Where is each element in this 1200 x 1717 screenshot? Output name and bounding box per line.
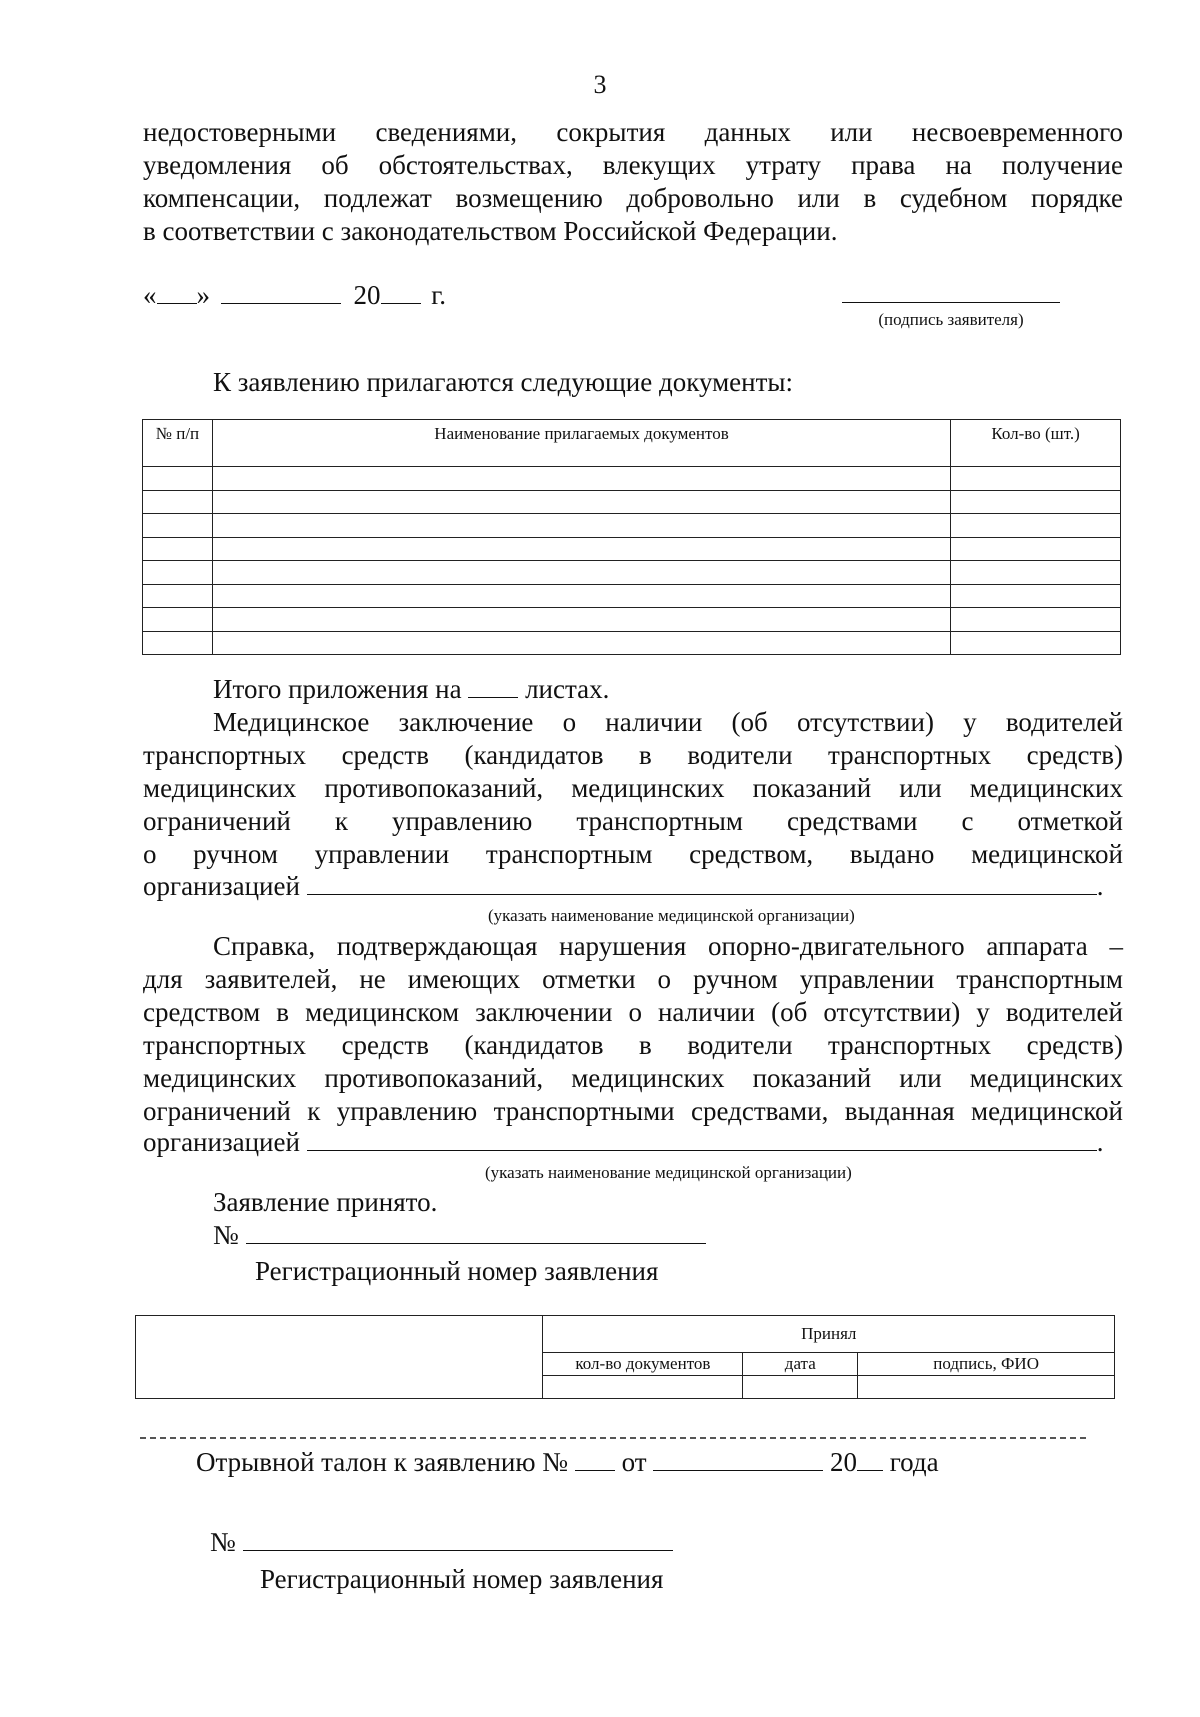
- table-cell[interactable]: [212, 561, 950, 585]
- table-cell[interactable]: [212, 537, 950, 561]
- paragraph-line: для заявителей, не имеющих отметки о ручном управлении транспортным: [143, 964, 1123, 994]
- paragraph-line: медицинских противопоказаний, медицинских показаний или медицинских: [143, 1063, 1123, 1093]
- table-cell[interactable]: [951, 631, 1121, 655]
- table-cell[interactable]: [212, 584, 950, 608]
- table-cell[interactable]: [951, 608, 1121, 632]
- tear-off-date-field[interactable]: [653, 1448, 823, 1471]
- paragraph-line: компенсации, подлежат возмещению добровольно или в судебном порядке: [143, 183, 1123, 213]
- paragraph-line: медицинских противопоказаний, медицинских показаний или медицинских: [143, 773, 1123, 803]
- tear-off-reg-line: [210, 1527, 673, 1558]
- tear-off-year-field[interactable]: [857, 1448, 883, 1471]
- table-cell[interactable]: [212, 490, 950, 514]
- table-row: [143, 514, 1121, 538]
- tear-off-reg-caption: Регистрационный номер заявления: [260, 1564, 664, 1594]
- reg-number-caption: Регистрационный номер заявления: [255, 1256, 659, 1286]
- year-field[interactable]: [381, 281, 421, 304]
- tear-off-reg-field[interactable]: [243, 1528, 673, 1551]
- certificate-paragraph: [143, 930, 1123, 1128]
- sheets-count-field[interactable]: [468, 675, 518, 698]
- table-cell[interactable]: [143, 537, 213, 561]
- table-cell[interactable]: [143, 631, 213, 655]
- column-header-doc-count: кол-во документов: [543, 1353, 743, 1376]
- number-sign: №: [210, 1527, 236, 1557]
- liability-paragraph: [143, 116, 1123, 248]
- org-label: организацией: [143, 871, 300, 901]
- tear-off-from: от: [621, 1447, 647, 1477]
- paragraph-line: ограничений к управлению транспортным средствами с отметкой: [143, 806, 1123, 836]
- table-cell[interactable]: [212, 514, 950, 538]
- table-cell[interactable]: [951, 514, 1121, 538]
- column-header-signature: подпись, ФИО: [858, 1353, 1115, 1376]
- accepted-by-header: Принял: [543, 1316, 1115, 1353]
- org-label: организацией: [143, 1127, 300, 1157]
- number-sign: №: [213, 1220, 239, 1250]
- paragraph-line: недостоверными сведениями, сокрытия данных или несвоевременного: [143, 117, 1123, 147]
- month-field[interactable]: [221, 281, 341, 304]
- table-cell[interactable]: [136, 1316, 543, 1399]
- page-number: 3: [593, 70, 607, 99]
- paragraph-line: в соответствии с законодательством Российской Федерации.: [143, 216, 838, 246]
- acceptance-table: [135, 1315, 1115, 1399]
- medical-org-caption: (указать наименование медицинской организации): [488, 906, 855, 925]
- table-cell[interactable]: [143, 608, 213, 632]
- paragraph-line: уведомления об обстоятельствах, влекущих утрату права на получение: [143, 150, 1123, 180]
- total-sheets-prefix: Итого приложения на: [213, 674, 462, 704]
- table-cell[interactable]: [743, 1376, 858, 1399]
- table-cell[interactable]: [143, 467, 213, 491]
- tear-off-line: [196, 1447, 939, 1478]
- tear-off-number-field[interactable]: [575, 1448, 615, 1471]
- column-header-date: дата: [743, 1353, 858, 1376]
- table-cell[interactable]: [212, 467, 950, 491]
- close-quote: »: [196, 280, 210, 310]
- medical-org-line: организацией .: [143, 871, 1104, 901]
- table-row: [143, 584, 1121, 608]
- day-field[interactable]: [157, 281, 197, 304]
- paragraph-line: транспортных средств (кандидатов в водители транспортных средств): [143, 740, 1123, 770]
- open-quote: «: [143, 280, 157, 310]
- paragraph-line: транспортных средств (кандидатов в водители транспортных средств): [143, 1030, 1123, 1060]
- paragraph-line: Медицинское заключение о наличии (об отсутствии) у водителей: [213, 707, 1123, 737]
- application-accepted: Заявление принято.: [213, 1187, 438, 1217]
- table-cell[interactable]: [951, 537, 1121, 561]
- table-row: [143, 490, 1121, 514]
- tear-off-year-suffix: года: [889, 1447, 939, 1477]
- signature-caption: (подпись заявителя): [878, 310, 1024, 329]
- column-header-number: № п/п: [143, 420, 213, 467]
- total-sheets-line: [213, 674, 609, 705]
- medical-org-field[interactable]: [307, 872, 1097, 895]
- reg-number-line: [213, 1220, 706, 1251]
- table-cell[interactable]: [951, 584, 1121, 608]
- table-cell[interactable]: [143, 584, 213, 608]
- year-suffix: г.: [431, 280, 447, 310]
- table-cell[interactable]: [951, 561, 1121, 585]
- table-cell[interactable]: [212, 608, 950, 632]
- paragraph-line: средством в медицинском заключении о наличии (об отсутствии) у водителей: [143, 997, 1123, 1027]
- total-sheets-suffix: листах.: [525, 674, 610, 704]
- column-header-document-name: Наименование прилагаемых документов: [212, 420, 950, 467]
- certificate-org-field[interactable]: [307, 1128, 1097, 1151]
- year-prefix: 20: [353, 280, 381, 310]
- table-cell[interactable]: [543, 1376, 743, 1399]
- table-cell[interactable]: [212, 631, 950, 655]
- certificate-org-line: организацией .: [143, 1127, 1104, 1157]
- table-cell[interactable]: [858, 1376, 1115, 1399]
- paragraph-line: о ручном управлении транспортным средством, выдано медицинской: [143, 839, 1123, 869]
- table-cell[interactable]: [951, 467, 1121, 491]
- table-cell[interactable]: [143, 514, 213, 538]
- table-cell[interactable]: [143, 490, 213, 514]
- table-row: [143, 561, 1121, 585]
- date-line: [143, 280, 446, 311]
- table-cell[interactable]: [951, 490, 1121, 514]
- column-header-quantity: Кол-во (шт.): [951, 420, 1121, 467]
- reg-number-field[interactable]: [246, 1221, 706, 1244]
- tear-off-prefix: Отрывной талон к заявлению №: [196, 1447, 569, 1477]
- attachments-heading: К заявлению прилагаются следующие документы:: [213, 367, 794, 397]
- signature-field[interactable]: [842, 302, 1060, 303]
- paragraph-line: ограничений к управлению транспортными средствами, выданная медицинской: [143, 1096, 1123, 1126]
- tear-off-year-prefix: 20: [830, 1447, 858, 1477]
- table-row: [143, 608, 1121, 632]
- medical-conclusion-paragraph: [143, 706, 1123, 871]
- certificate-org-caption: (указать наименование медицинской организации): [485, 1163, 852, 1182]
- table-cell[interactable]: [143, 561, 213, 585]
- paragraph-line: Справка, подтверждающая нарушения опорно-двигательного аппарата –: [213, 931, 1123, 961]
- table-row: [143, 631, 1121, 655]
- attachments-table: [142, 419, 1121, 655]
- table-row: [143, 537, 1121, 561]
- cut-line: [140, 1437, 1086, 1439]
- table-row: [143, 467, 1121, 491]
